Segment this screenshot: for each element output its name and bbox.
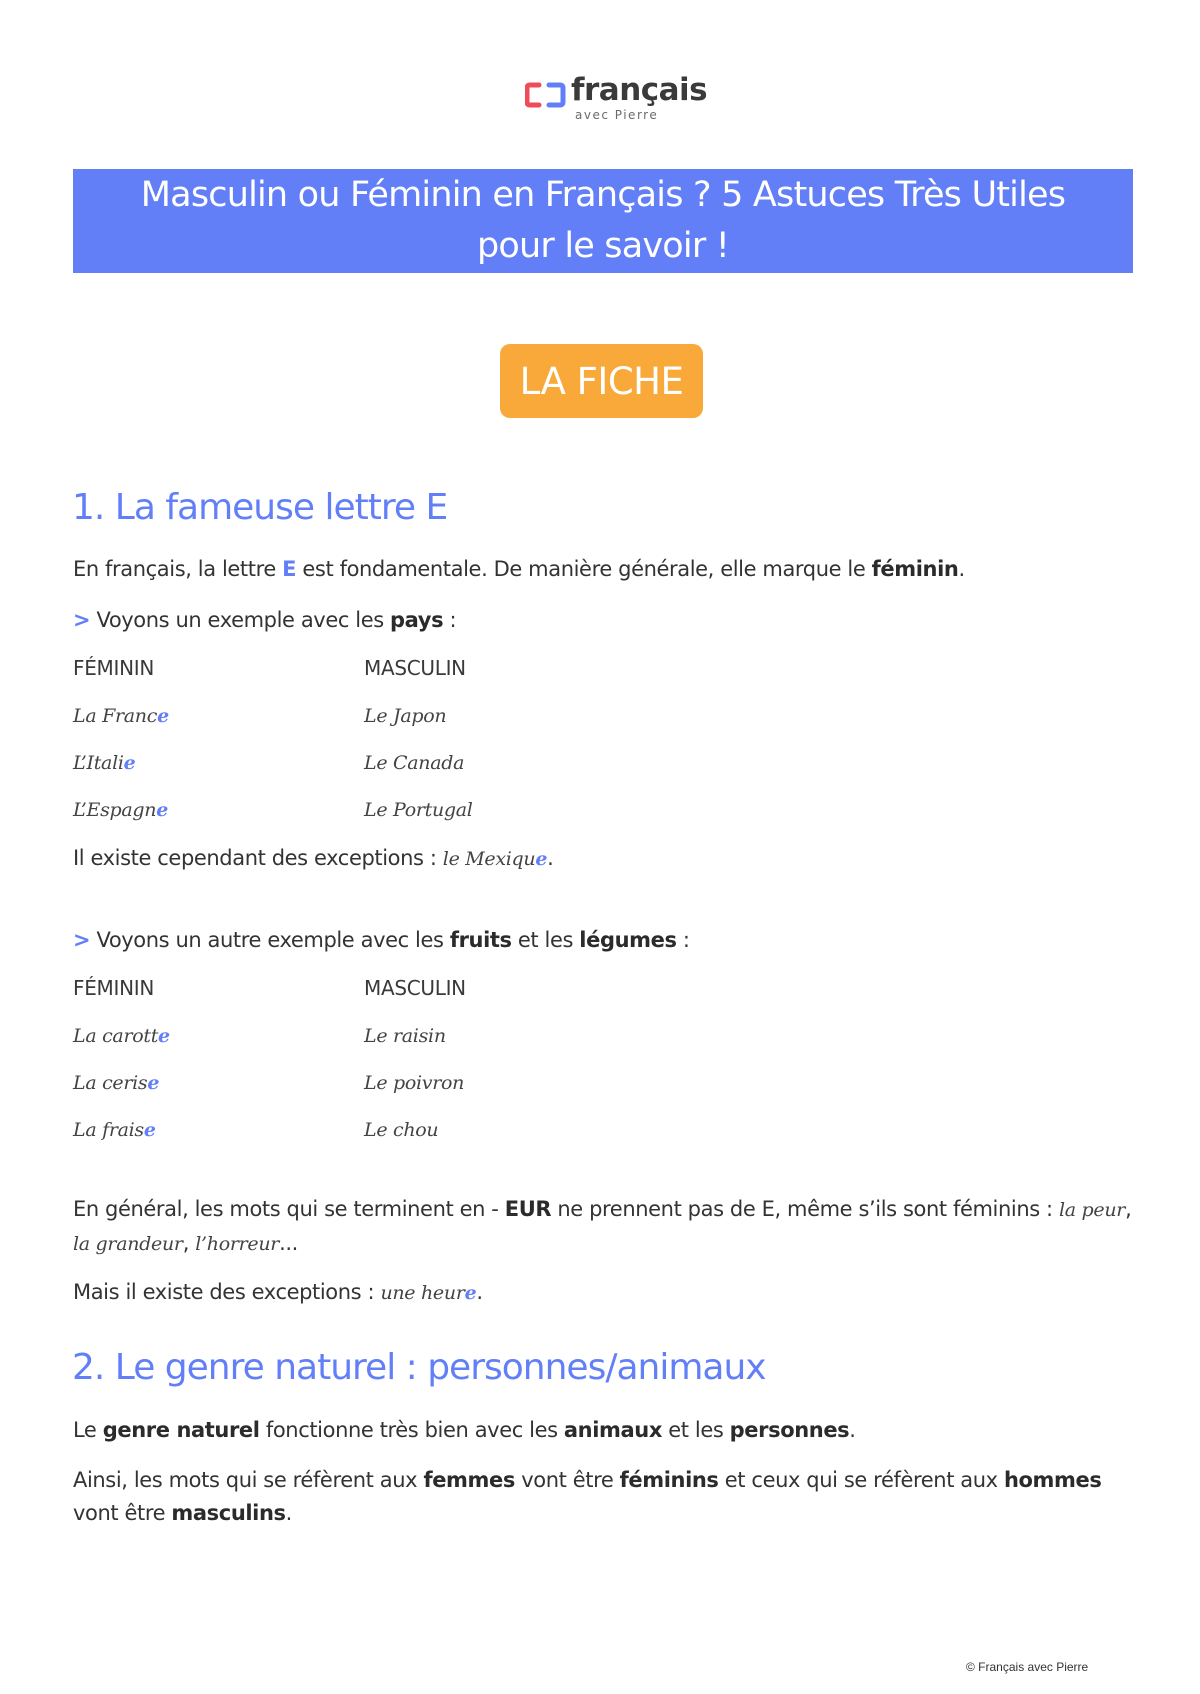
highlight-letter-e: E [282, 557, 297, 581]
table-cell-masculine: Le Canada [364, 752, 465, 774]
text: : [676, 928, 690, 952]
bold-term: pays [390, 608, 444, 632]
table-cell-feminine [73, 1025, 170, 1047]
arrow-icon: > [73, 608, 91, 632]
highlight-letter-e: e [464, 1282, 477, 1304]
text: : [443, 608, 457, 632]
table-cell-feminine [73, 705, 169, 727]
text: , [182, 1231, 196, 1255]
brand-name: français [571, 72, 708, 108]
arrow-icon: > [73, 928, 91, 952]
highlight-letter-e: e [123, 752, 136, 774]
highlight-letter-e: e [147, 1072, 160, 1094]
table-cell-masculine: Le poivron [364, 1072, 465, 1094]
exception-2 [73, 1280, 483, 1304]
highlight-letter-e: e [157, 705, 169, 727]
footer-copyright: © Français avec Pierre [966, 1660, 1089, 1674]
highlight-letter-e: e [156, 799, 169, 821]
text: Voyons un exemple avec les [90, 608, 391, 632]
brand-subtitle: avec Pierre [575, 108, 659, 122]
column-header-feminine: FÉMININ [73, 976, 155, 1000]
text: . [547, 846, 554, 870]
bold-term: légumes [579, 928, 677, 952]
brand-logo [525, 72, 708, 126]
text: , [1125, 1197, 1132, 1221]
text: et ceux qui se réfèrent aux [718, 1468, 1004, 1492]
table-cell-masculine: Le Portugal [364, 799, 473, 821]
section-1-intro [73, 557, 965, 581]
table-cell-feminine [73, 1119, 156, 1141]
text: une heur [380, 1282, 465, 1304]
section-2-heading: 2. Le genre naturel : personnes/animaux [72, 1347, 766, 1388]
page-title-text: Masculin ou Féminin en Français ? 5 Astuces Très Utiles pour le savoir ! [140, 175, 1066, 266]
example-word [443, 848, 547, 870]
text: . [285, 1501, 292, 1525]
example-word: l’horreur [195, 1233, 280, 1255]
column-header-feminine: FÉMININ [73, 656, 155, 680]
bold-term: EUR [504, 1197, 552, 1221]
table-cell-masculine: Le Japon [364, 705, 447, 727]
section-2-paragraph-1 [73, 1418, 856, 1442]
eur-rule [73, 1197, 1131, 1221]
highlight-letter-e: e [143, 1119, 156, 1141]
bold-term: personnes [729, 1418, 850, 1442]
example-word [380, 1282, 476, 1304]
text: Le [73, 1418, 103, 1442]
column-header-masculine: MASCULIN [364, 656, 466, 680]
page-title [73, 169, 1133, 273]
text: fonctionne très bien avec les [259, 1418, 564, 1442]
brand-logo-icon [525, 82, 567, 108]
text: le Mexiqu [442, 848, 536, 870]
bold-term: genre naturel [102, 1418, 260, 1442]
text: L’Itali [73, 752, 124, 774]
table-cell-feminine [73, 1072, 159, 1094]
bold-term: fruits [449, 928, 512, 952]
text: . [849, 1418, 856, 1442]
text: Mais il existe des exceptions : [73, 1280, 381, 1304]
table-cell-feminine [73, 799, 168, 821]
text: . [476, 1280, 483, 1304]
section-2-paragraph-2-continued [73, 1501, 292, 1525]
text: La carott [73, 1025, 159, 1047]
text: et les [511, 928, 580, 952]
highlight-letter-e: e [535, 848, 548, 870]
text: ne prennent pas de E, même s’ils sont féminins : [551, 1197, 1060, 1221]
example-word: la grandeur [73, 1233, 183, 1255]
fiche-badge [500, 344, 703, 418]
example-word: la peur [1059, 1199, 1126, 1221]
bold-term: féminin [871, 557, 959, 581]
text: La frais [73, 1119, 144, 1141]
text: En français, la lettre [73, 557, 283, 581]
text: La ceris [73, 1072, 148, 1094]
bold-term: hommes [1003, 1468, 1102, 1492]
highlight-letter-e: e [158, 1025, 170, 1047]
text: Il existe cependant des exceptions : [73, 846, 443, 870]
text: L’Espagn [73, 799, 157, 821]
text: vont être [73, 1501, 172, 1525]
fiche-badge-label: LA FICHE [519, 359, 684, 403]
table-cell-feminine [73, 752, 135, 774]
exception-1 [73, 846, 553, 870]
bold-term: femmes [423, 1468, 515, 1492]
text: En général, les mots qui se terminent en - [73, 1197, 505, 1221]
bold-term: animaux [563, 1418, 662, 1442]
table-cell-masculine: Le raisin [364, 1025, 446, 1047]
text: Ainsi, les mots qui se réfèrent aux [73, 1468, 424, 1492]
table-cell-masculine: Le chou [364, 1119, 439, 1141]
section-2-paragraph-2 [73, 1468, 1101, 1492]
text: . [958, 557, 965, 581]
eur-rule-continued [73, 1231, 298, 1255]
text: et les [661, 1418, 730, 1442]
text: Voyons un autre exemple avec les [90, 928, 450, 952]
column-header-masculine: MASCULIN [364, 976, 466, 1000]
section-1-heading: 1. La fameuse lettre E [72, 487, 448, 528]
bold-term: masculins [171, 1501, 286, 1525]
text: ... [279, 1231, 298, 1255]
example-1-intro [73, 608, 456, 632]
bold-term: féminins [619, 1468, 719, 1492]
text: est fondamentale. De manière générale, elle marque le [296, 557, 872, 581]
text: vont être [514, 1468, 620, 1492]
example-2-intro [73, 928, 690, 952]
text: La Franc [73, 705, 158, 727]
